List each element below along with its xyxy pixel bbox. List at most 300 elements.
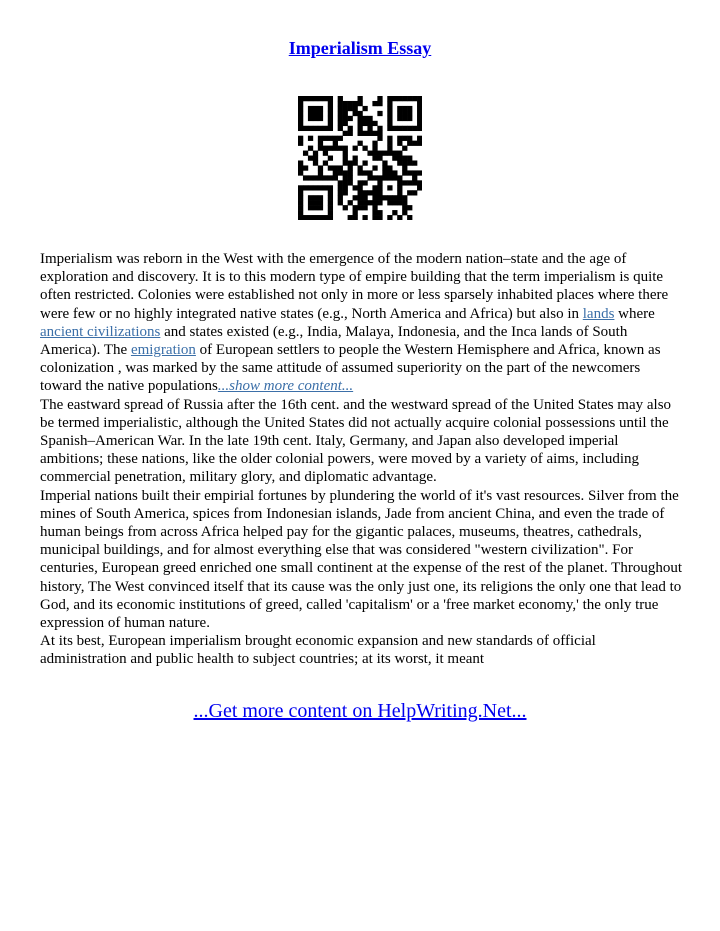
qr-module — [402, 170, 407, 175]
qr-module — [318, 146, 323, 151]
qr-module — [412, 170, 417, 175]
qr-module — [318, 136, 323, 141]
qr-module — [412, 190, 417, 195]
qr-module — [417, 185, 422, 190]
qr-module — [372, 190, 377, 195]
qr-module — [397, 180, 402, 185]
title-link[interactable]: Imperialism Essay — [288, 38, 432, 58]
qr-module — [353, 106, 358, 111]
qr-module — [362, 170, 367, 175]
qr-module — [402, 136, 407, 141]
qr-module — [353, 195, 358, 200]
qr-module — [298, 165, 303, 170]
qr-module — [358, 185, 363, 190]
qr-module — [313, 185, 318, 190]
get-more-content-link[interactable]: ...Get more content on HelpWriting.Net... — [193, 700, 527, 722]
qr-module — [382, 165, 387, 170]
qr-module — [303, 175, 308, 180]
qr-module — [387, 215, 392, 220]
qr-module — [392, 151, 397, 156]
qr-module — [338, 165, 343, 170]
qr-module — [298, 170, 303, 175]
qr-module — [353, 156, 358, 161]
qr-module — [387, 136, 392, 141]
qr-module — [313, 175, 318, 180]
qr-module — [343, 131, 348, 136]
qr-module — [362, 121, 367, 126]
qr-module — [387, 101, 392, 106]
qr-module — [387, 121, 392, 126]
qr-module — [323, 136, 328, 141]
qr-module — [313, 156, 318, 161]
qr-module — [313, 160, 318, 165]
qr-module — [407, 116, 412, 121]
qr-module — [333, 170, 338, 175]
qr-module — [362, 215, 367, 220]
qr-module — [407, 170, 412, 175]
qr-module — [362, 190, 367, 195]
qr-module — [377, 126, 382, 131]
qr-module — [367, 126, 372, 131]
qr-module — [358, 121, 363, 126]
qr-module — [387, 106, 392, 111]
qr-module — [318, 126, 323, 131]
qr-module — [402, 111, 407, 116]
qr-module — [353, 205, 358, 210]
qr-module — [298, 160, 303, 165]
qr-module — [308, 136, 313, 141]
qr-module — [362, 160, 367, 165]
qr-module — [343, 185, 348, 190]
qr-module — [397, 136, 402, 141]
qr-module — [328, 200, 333, 205]
qr-module — [303, 165, 308, 170]
qr-module — [323, 96, 328, 101]
qr-module — [353, 146, 358, 151]
qr-module — [308, 106, 313, 111]
qr-module — [377, 215, 382, 220]
qr-module — [377, 96, 382, 101]
qr-module — [402, 156, 407, 161]
qr-module — [397, 160, 402, 165]
qr-module — [387, 170, 392, 175]
qr-module — [387, 111, 392, 116]
qr-module — [397, 156, 402, 161]
qr-module — [397, 111, 402, 116]
qr-module — [397, 116, 402, 121]
qr-module — [397, 96, 402, 101]
qr-module — [353, 185, 358, 190]
qr-module — [333, 175, 338, 180]
qr-module — [387, 165, 392, 170]
qr-module — [338, 180, 343, 185]
qr-module — [303, 151, 308, 156]
qr-module — [343, 156, 348, 161]
link-emigration[interactable]: emigration — [130, 342, 196, 359]
qr-module — [407, 111, 412, 116]
qr-module — [377, 190, 382, 195]
qr-module — [303, 215, 308, 220]
qr-module — [397, 215, 402, 220]
essay-body — [40, 250, 682, 669]
qr-module — [318, 185, 323, 190]
qr-module — [372, 175, 377, 180]
qr-module — [402, 146, 407, 151]
qr-module — [328, 215, 333, 220]
qr-module — [333, 136, 338, 141]
qr-module — [353, 101, 358, 106]
footer — [0, 700, 720, 723]
page-title — [0, 38, 720, 59]
qr-module — [372, 151, 377, 156]
qr-module — [343, 111, 348, 116]
qr-module — [377, 210, 382, 215]
qr-module — [318, 106, 323, 111]
qr-module — [397, 200, 402, 205]
qr-module — [402, 160, 407, 165]
qr-module — [392, 126, 397, 131]
qr-module — [407, 96, 412, 101]
qr-module — [298, 185, 303, 190]
paragraph-1-text-c: and states existed (e.g., India, Malaya, Indonesia, and the Inca lands of South America). The — [40, 323, 628, 359]
qr-module — [417, 180, 422, 185]
qr-module — [298, 126, 303, 131]
qr-module — [328, 121, 333, 126]
qr-module — [298, 195, 303, 200]
qr-module — [328, 126, 333, 131]
qr-module — [353, 215, 358, 220]
qr-module — [392, 170, 397, 175]
qr-module — [328, 106, 333, 111]
qr-module — [397, 141, 402, 146]
qr-module — [318, 205, 323, 210]
qr-module — [313, 200, 318, 205]
qr-module — [367, 131, 372, 136]
qr-module — [298, 205, 303, 210]
qr-module — [377, 180, 382, 185]
qr-module — [362, 195, 367, 200]
qr-module — [338, 200, 343, 205]
qr-module — [348, 116, 353, 121]
qr-module — [348, 131, 353, 136]
qr-module — [343, 151, 348, 156]
qr-module — [318, 170, 323, 175]
qr-module — [308, 195, 313, 200]
link-ancient-civilizations[interactable]: ancient civilizations — [40, 323, 161, 340]
qr-module — [412, 141, 417, 146]
qr-module — [367, 190, 372, 195]
qr-module — [382, 160, 387, 165]
qr-module — [372, 200, 377, 205]
qr-module — [358, 200, 363, 205]
paragraph-4: At its best, European imperialism brought economic expansion and new standards of official administration and public health to subject countries; at its worst, it meant — [40, 633, 596, 668]
qr-module — [298, 111, 303, 116]
qr-module — [377, 200, 382, 205]
qr-module — [343, 205, 348, 210]
qr-module — [387, 146, 392, 151]
qr-module — [387, 195, 392, 200]
qr-module — [387, 185, 392, 190]
qr-module — [417, 136, 422, 141]
qr-module — [308, 126, 313, 131]
qr-module — [308, 96, 313, 101]
qr-module — [402, 195, 407, 200]
qr-module — [313, 111, 318, 116]
qr-module — [382, 175, 387, 180]
qr-module — [377, 151, 382, 156]
qr-module — [343, 180, 348, 185]
qr-module — [318, 141, 323, 146]
qr-module — [338, 190, 343, 195]
qr-module — [412, 126, 417, 131]
qr-module — [402, 126, 407, 131]
qr-module — [407, 160, 412, 165]
qr-module — [397, 190, 402, 195]
qr-module — [407, 126, 412, 131]
paragraph-2: The eastward spread of Russia after the 16th cent. and the westward spread of the United States may also be termed imperialistic, although the United States did not actually acquire colonial possessions until the Spanish–American War. In the late 19th cent. Italy, Germany, and Japan also developed imperial ambitions; these nations, like the older colonial powers, were moved by a variety of aims, including commercial penetration, military glory, and diplomatic advantage. — [40, 396, 672, 486]
qr-module — [417, 96, 422, 101]
qr-module — [348, 126, 353, 131]
qr-module — [397, 106, 402, 111]
qr-module — [343, 175, 348, 180]
qr-module — [367, 200, 372, 205]
qr-module — [338, 195, 343, 200]
qr-module — [338, 101, 343, 106]
qr-module — [318, 200, 323, 205]
qr-module — [358, 126, 363, 131]
qr-module — [377, 111, 382, 116]
paragraph-1 — [40, 250, 682, 396]
qr-module — [358, 190, 363, 195]
qr-module — [417, 111, 422, 116]
qr-module — [328, 101, 333, 106]
qr-module — [392, 200, 397, 205]
qr-code-graphic — [298, 96, 422, 220]
qr-module — [308, 156, 313, 161]
qr-module — [417, 126, 422, 131]
qr-module — [338, 170, 343, 175]
qr-module — [387, 141, 392, 146]
qr-module — [338, 116, 343, 121]
qr-module — [367, 151, 372, 156]
qr-module — [392, 195, 397, 200]
qr-module — [343, 170, 348, 175]
paragraph-1-text-d: of European settlers to people the Western Hemisphere and Africa, known as colonization , was marked by the same attitude of assumed superiority on the part of the newcomers toward the native populations — [40, 342, 661, 395]
qr-module — [407, 136, 412, 141]
qr-module — [328, 96, 333, 101]
qr-module — [328, 190, 333, 195]
qr-module — [358, 101, 363, 106]
qr-module — [372, 210, 377, 215]
qr-module — [338, 136, 343, 141]
qr-module — [358, 195, 363, 200]
qr-module — [343, 146, 348, 151]
qr-module — [338, 126, 343, 131]
qr-module — [353, 160, 358, 165]
qr-module — [402, 200, 407, 205]
qr-module — [328, 116, 333, 121]
qr-module — [298, 215, 303, 220]
qr-module — [382, 151, 387, 156]
qr-module — [372, 146, 377, 151]
qr-module — [343, 121, 348, 126]
qr-module — [387, 151, 392, 156]
qr-module — [362, 200, 367, 205]
qr-module — [343, 106, 348, 111]
qr-module — [358, 180, 363, 185]
qr-module — [318, 111, 323, 116]
qr-module — [402, 210, 407, 215]
qr-code — [298, 96, 422, 220]
qr-module — [382, 170, 387, 175]
qr-module — [308, 111, 313, 116]
qr-module — [323, 151, 328, 156]
qr-module — [338, 106, 343, 111]
qr-module — [308, 185, 313, 190]
qr-module — [298, 121, 303, 126]
qr-module — [298, 190, 303, 195]
qr-module — [362, 106, 367, 111]
qr-module — [313, 116, 318, 121]
qr-module — [353, 111, 358, 116]
qr-module — [402, 96, 407, 101]
qr-module — [348, 160, 353, 165]
qr-module — [298, 101, 303, 106]
qr-module — [367, 116, 372, 121]
qr-module — [407, 106, 412, 111]
qr-module — [338, 121, 343, 126]
qr-module — [372, 141, 377, 146]
qr-module — [372, 165, 377, 170]
qr-module — [298, 136, 303, 141]
qr-module — [377, 175, 382, 180]
qr-module — [372, 205, 377, 210]
qr-module — [323, 215, 328, 220]
qr-module — [358, 205, 363, 210]
qr-module — [417, 121, 422, 126]
qr-module — [313, 126, 318, 131]
qr-module — [407, 156, 412, 161]
qr-module — [328, 146, 333, 151]
qr-module — [328, 195, 333, 200]
qr-module — [338, 146, 343, 151]
qr-module — [417, 116, 422, 121]
qr-module — [308, 200, 313, 205]
qr-module — [348, 106, 353, 111]
qr-module — [348, 101, 353, 106]
qr-module — [303, 96, 308, 101]
qr-module — [377, 156, 382, 161]
qr-module — [417, 106, 422, 111]
qr-module — [358, 141, 363, 146]
qr-module — [328, 165, 333, 170]
qr-module — [397, 175, 402, 180]
qr-module — [338, 185, 343, 190]
qr-module — [328, 210, 333, 215]
qr-module — [407, 215, 412, 220]
qr-module — [333, 165, 338, 170]
qr-module — [323, 126, 328, 131]
qr-module — [358, 116, 363, 121]
qr-module — [362, 146, 367, 151]
qr-module — [343, 190, 348, 195]
qr-module — [387, 96, 392, 101]
qr-module — [407, 180, 412, 185]
qr-module — [407, 205, 412, 210]
qr-module — [387, 175, 392, 180]
qr-module — [362, 180, 367, 185]
qr-module — [318, 195, 323, 200]
qr-module — [313, 205, 318, 210]
qr-module — [313, 215, 318, 220]
qr-module — [318, 116, 323, 121]
qr-module — [402, 116, 407, 121]
qr-module — [377, 101, 382, 106]
qr-module — [392, 156, 397, 161]
qr-module — [308, 116, 313, 121]
qr-module — [298, 200, 303, 205]
qr-module — [313, 106, 318, 111]
qr-module — [358, 111, 363, 116]
qr-module — [343, 160, 348, 165]
qr-module — [318, 165, 323, 170]
qr-module — [417, 170, 422, 175]
qr-module — [402, 165, 407, 170]
qr-module — [308, 146, 313, 151]
qr-module — [397, 151, 402, 156]
qr-module — [372, 156, 377, 161]
qr-module — [328, 205, 333, 210]
qr-module — [372, 131, 377, 136]
qr-module — [328, 156, 333, 161]
qr-module — [417, 101, 422, 106]
qr-module — [377, 136, 382, 141]
qr-module — [313, 151, 318, 156]
qr-module — [348, 165, 353, 170]
qr-module — [397, 126, 402, 131]
qr-module — [387, 200, 392, 205]
qr-module — [298, 106, 303, 111]
qr-module — [323, 175, 328, 180]
qr-module — [338, 96, 343, 101]
qr-module — [333, 146, 338, 151]
qr-module — [298, 210, 303, 215]
qr-module — [328, 111, 333, 116]
link-lands[interactable]: lands — [582, 305, 615, 322]
qr-module — [362, 131, 367, 136]
qr-module — [318, 96, 323, 101]
qr-module — [328, 136, 333, 141]
paragraph-3: Imperial nations built their empirial fortunes by plundering the world of it's vast resources. Silver from the mines of South America, spices from Indonesian islands, Jade from ancient China, and even the trade of human beings from across Africa helped pay for the gigantic palaces, museums, theatres, cathedrals, municipal buildings, and for almost everything else that was considered "western civilization". For centuries, European greed enriched one small continent at the expense of the rest of the planet. Throughout history, The West convinced itself that its cause was the only just one, its religions the only one that lead to God, and its economic institutions of greed, called 'capitalism' or a 'free market economy,' the only true expression of human nature. — [40, 487, 682, 632]
qr-module — [412, 96, 417, 101]
qr-module — [323, 146, 328, 151]
qr-module — [303, 185, 308, 190]
qr-module — [397, 185, 402, 190]
qr-module — [348, 175, 353, 180]
qr-module — [333, 141, 338, 146]
qr-module — [372, 215, 377, 220]
qr-module — [382, 195, 387, 200]
qr-module — [348, 215, 353, 220]
qr-module — [367, 175, 372, 180]
qr-module — [412, 160, 417, 165]
show-more-link[interactable]: ...show more content... — [217, 378, 354, 395]
qr-module — [397, 195, 402, 200]
qr-module — [308, 205, 313, 210]
qr-module — [323, 160, 328, 165]
qr-module — [358, 170, 363, 175]
qr-module — [387, 116, 392, 121]
